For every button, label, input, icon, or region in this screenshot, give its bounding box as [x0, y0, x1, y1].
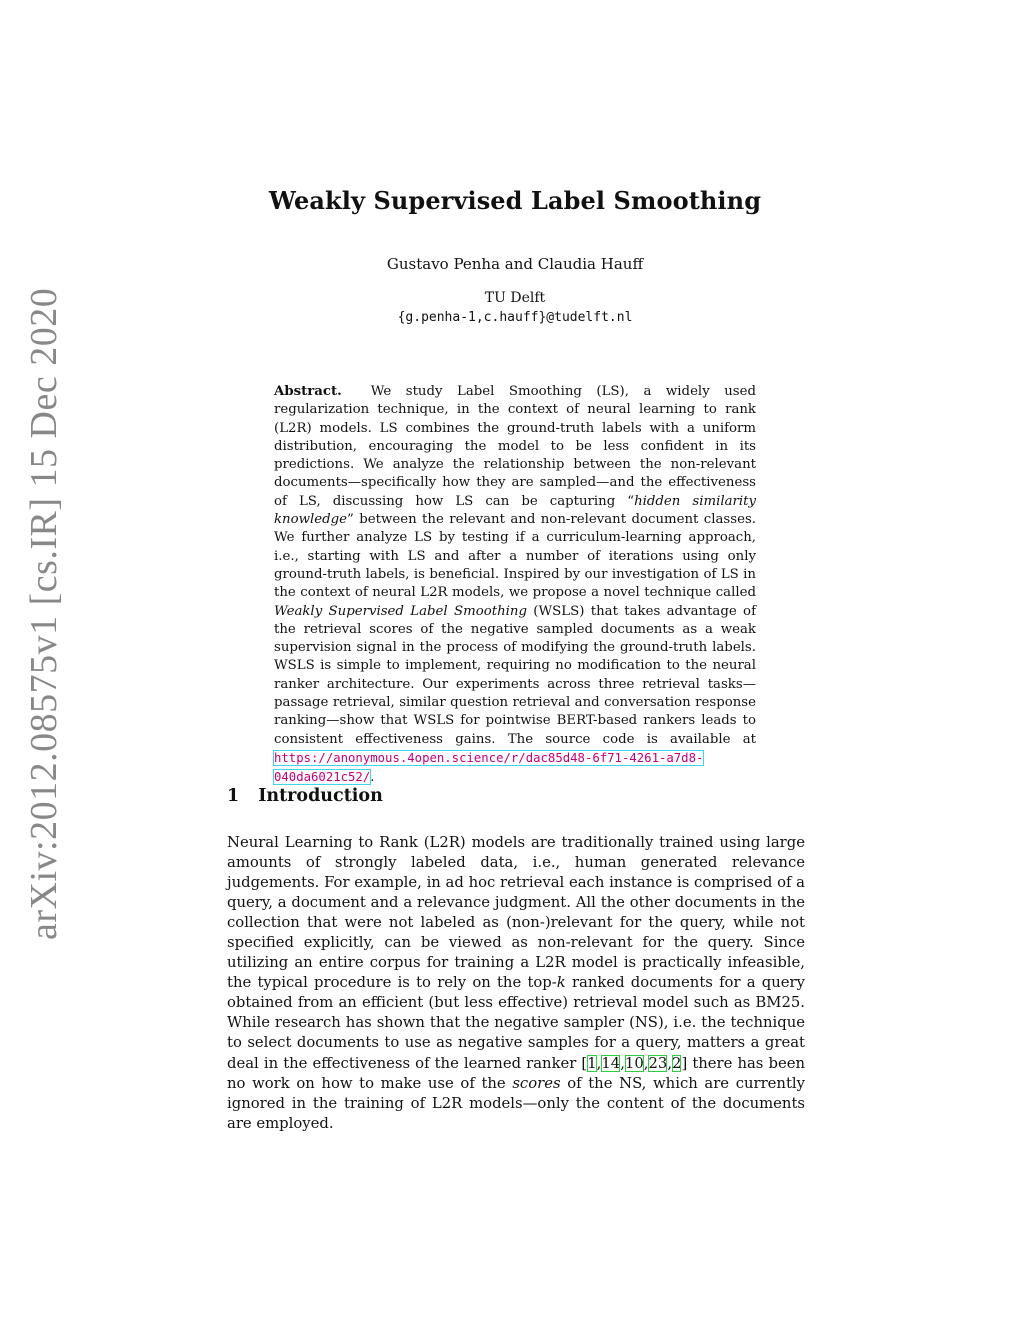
abstract-end: .	[370, 770, 375, 786]
abstract-text-3: (WSLS) that takes advantage of the retrieval scores of the negative sampled documents as a weak supervision signal in the process of modifying the ground-truth labels. WSLS is simple to implement, requiring no modification to the neural ranker architecture. Our experiments across three retrieval tasks—passage retrieval, similar question retrieval and conversation response ranking—show that WSLS for pointwise BERT-based rankers leads to consistent effectiveness gains. The source code is available at	[274, 603, 756, 747]
intro-scores: scores	[512, 1074, 561, 1092]
abstract-emphasis-hidden-similarity: hidden similarity knowledge	[274, 493, 756, 528]
source-code-link[interactable]: https://anonymous.4open.science/r/dac85d48-6f71-4261-a7d8-040da6021c52/	[274, 750, 704, 785]
intro-k: k	[556, 974, 566, 992]
intro-text-4: of the NS, which are currently ignored in the training of L2R models—only the content of the documents are employed.	[227, 1074, 805, 1132]
abstract	[274, 383, 756, 788]
citation-link[interactable]: 14	[601, 1054, 621, 1072]
intro-text-3: ] there has been no work on how to make use of the	[227, 1054, 805, 1092]
section-heading-introduction	[227, 786, 383, 806]
section-title: Introduction	[258, 786, 383, 806]
paper-title: Weakly Supervised Label Smoothing	[268, 186, 762, 215]
introduction-paragraph: Neural Learning to Rank (L2R) models are traditionally trained using large amounts of strongly labeled data, i.e., human generated relevance judgements. For example, in ad hoc retrieval each instance is comprised of a query, a document and a relevance judgment. All the other documents in the collection that were not labeled as (non-)relevant for the query, while not specified explicitly, can be viewed as non-relevant for the query. Since utilizing an entire corpus for training a L2R model is practically infeasible, the typical procedure is to rely on the top-k ranked documents for a query obtained from an efficient (but less effective) retrieval model such as BM25. While research has shown that the negative sampler (NS), i.e. the technique to select documents to use as negative samples for a query, matters a great deal in the effectiveness of the learned ranker [1,14,10,23,2] there has been no work on how to make use of the scores of the NS, which are currently ignored in the training of L2R models—only the content of the documents are employed.	[227, 834, 805, 1132]
citation-link[interactable]: 10	[624, 1054, 644, 1072]
paper-authors: Gustavo Penha and Claudia Hauff	[386, 255, 644, 273]
intro-text-2: ranked documents for a query obtained from an efficient (but less effective) retrieval model such as BM25. While research has shown that the negative sampler (NS), i.e. the technique to select documents to use as negative samples for a query, matters a great deal in the effectiveness of the learned ranker [	[227, 974, 805, 1072]
arxiv-identifier-stamp: arXiv:2012.08575v1 [cs.IR] 15 Dec 2020	[23, 287, 65, 940]
citation-link[interactable]: 2	[672, 1054, 682, 1072]
abstract-text-1: We study Label Smoothing (LS), a widely used regularization technique, in the context of neural learning to rank (L2R) models. LS combines the ground-truth labels with a uniform distribution, encouraging the model to be less confident in its predictions. We analyze the relationship between the non-relevant documents—specifically how they are sampled—and the effectiveness of LS, discussing how LS can be capturing “	[274, 384, 756, 509]
intro-text-1: Neural Learning to Rank (L2R) models are traditionally trained using large amounts of strongly labeled data, i.e., human generated relevance judgements. For example, in ad hoc retrieval each instance is comprised of a query, a document and a relevance judgment. All the other documents in the collection that were not labeled as (non-)relevant for the query, while not specified explicitly, can be viewed as non-relevant for the query. Since utilizing an entire corpus for training a L2R model is practically infeasible, the typical procedure is to rely on the top-	[227, 834, 805, 992]
abstract-emphasis-wsls: Weakly Supervised Label Smoothing	[274, 603, 527, 619]
author-email	[0, 309, 1024, 325]
citation-link[interactable]: 1	[587, 1054, 597, 1072]
abstract-text-2: ” between the relevant and non-relevant document classes. We further analyze LS by testing if a curriculum-learning approach, i.e., starting with LS and after a number of iterations using only ground-truth labels, is beneficial. Inspired by our investigation of LS in the context of neural L2R models, we propose a novel technique called	[274, 512, 756, 601]
section-number: 1	[227, 786, 240, 806]
citation-link[interactable]: 23	[648, 1054, 668, 1072]
author-affiliation: TU Delft	[484, 290, 546, 306]
email-text: {g.penha-1,c.hauff}@tudelft.nl	[397, 310, 633, 325]
abstract-label: Abstract.	[274, 384, 342, 399]
